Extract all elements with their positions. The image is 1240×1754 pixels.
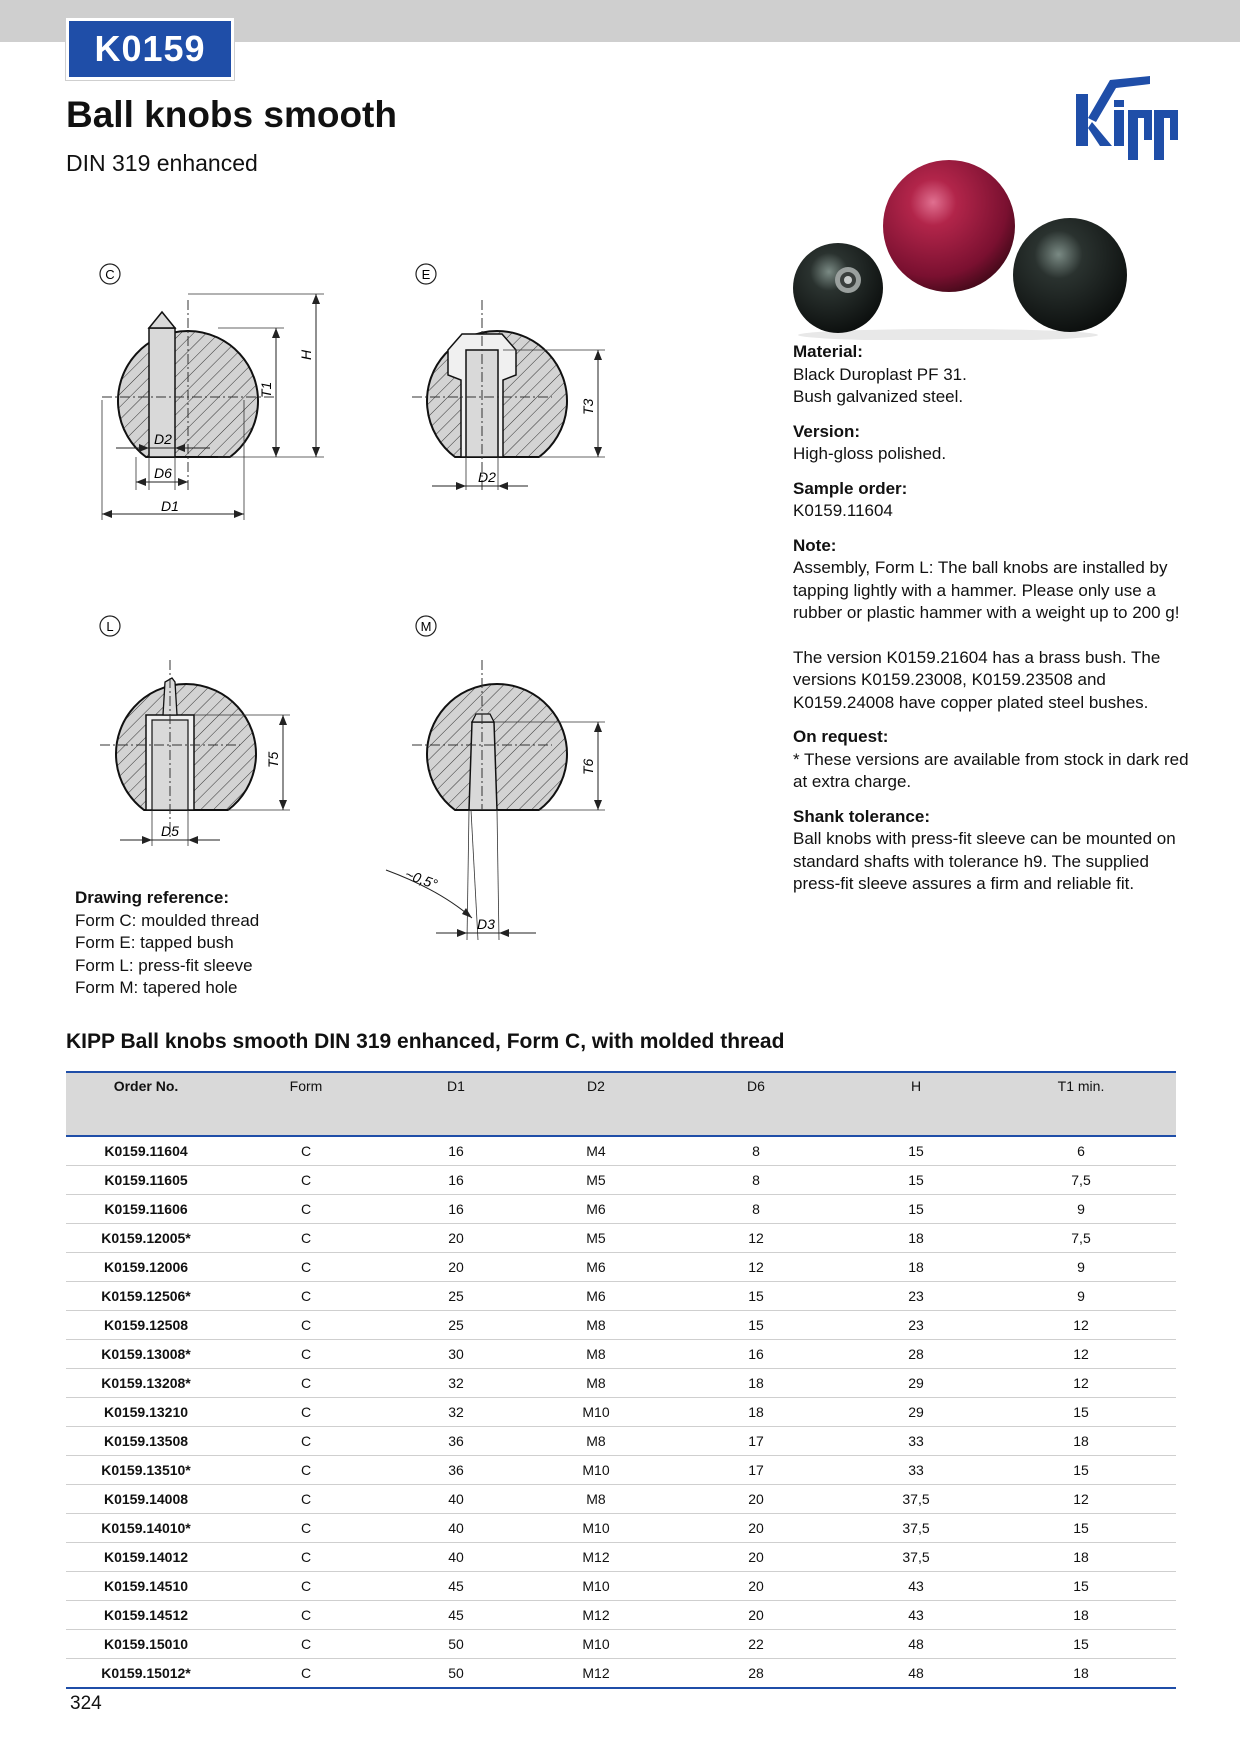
cell-order-no: K0159.13210 — [66, 1398, 226, 1427]
cell-d6: 22 — [666, 1630, 846, 1659]
cell-d2: M10 — [526, 1630, 666, 1659]
cell-form: C — [226, 1369, 386, 1398]
cell-d1: 30 — [386, 1340, 526, 1369]
page-title: Ball knobs smooth — [66, 94, 397, 135]
technical-drawings — [60, 250, 620, 960]
shank-tolerance-block — [793, 806, 1193, 896]
cell-d6: 15 — [666, 1311, 846, 1340]
cell-d6: 16 — [666, 1340, 846, 1369]
cell-d2: M8 — [526, 1427, 666, 1456]
cell-form: C — [226, 1427, 386, 1456]
cell-t1-min: 12 — [986, 1340, 1176, 1369]
product-photo — [788, 160, 1138, 340]
cell-d6: 28 — [666, 1659, 846, 1689]
form-m-angle-label: ~0,5° — [402, 865, 440, 893]
cell-form: C — [226, 1485, 386, 1514]
cell-t1-min: 9 — [986, 1282, 1176, 1311]
cell-order-no: K0159.13008* — [66, 1340, 226, 1369]
table-row — [66, 1166, 1176, 1195]
table-row — [66, 1282, 1176, 1311]
cell-d2: M8 — [526, 1485, 666, 1514]
cell-form: C — [226, 1311, 386, 1340]
cell-d2: M10 — [526, 1514, 666, 1543]
cell-t1-min: 9 — [986, 1195, 1176, 1224]
dimensions-table — [66, 1071, 1176, 1689]
cell-d2: M8 — [526, 1311, 666, 1340]
cell-h: 15 — [846, 1195, 986, 1224]
table-row — [66, 1485, 1176, 1514]
cell-order-no: K0159.11605 — [66, 1166, 226, 1195]
on-request-text: * These versions are available from stock in dark red at extra charge. — [793, 749, 1189, 791]
cell-d6: 20 — [666, 1601, 846, 1630]
on-request-block — [793, 726, 1193, 794]
cell-d2: M12 — [526, 1543, 666, 1572]
version-block — [793, 421, 1193, 466]
cell-d1: 25 — [386, 1282, 526, 1311]
cell-h: 37,5 — [846, 1485, 986, 1514]
material-heading: Material: — [793, 342, 863, 361]
cell-form: C — [226, 1340, 386, 1369]
cell-d2: M8 — [526, 1369, 666, 1398]
cell-h: 33 — [846, 1427, 986, 1456]
cell-form: C — [226, 1398, 386, 1427]
cell-order-no: K0159.13508 — [66, 1427, 226, 1456]
cell-d1: 32 — [386, 1398, 526, 1427]
product-code-badge: K0159 — [66, 18, 234, 80]
sample-order-heading: Sample order: — [793, 478, 908, 498]
cell-t1-min: 15 — [986, 1456, 1176, 1485]
cell-form: C — [226, 1601, 386, 1630]
cell-h: 23 — [846, 1282, 986, 1311]
column-header-form: Form — [289, 1078, 323, 1094]
cell-form: C — [226, 1224, 386, 1253]
table-row — [66, 1543, 1176, 1572]
cell-h: 43 — [846, 1601, 986, 1630]
form-c-d6-label: D6 — [154, 465, 172, 481]
form-e-badge: E — [421, 267, 431, 282]
cell-d6: 8 — [666, 1136, 846, 1166]
cell-d1: 25 — [386, 1311, 526, 1340]
cell-order-no: K0159.13208* — [66, 1369, 226, 1398]
form-m-badge: M — [420, 619, 432, 634]
drawing-reference-line: Form E: tapped bush — [75, 933, 234, 952]
cell-d2: M5 — [526, 1224, 666, 1253]
cell-form: C — [226, 1630, 386, 1659]
cell-h: 18 — [846, 1224, 986, 1253]
cell-form: C — [226, 1572, 386, 1601]
cell-form: C — [226, 1543, 386, 1572]
cell-d2: M6 — [526, 1195, 666, 1224]
cell-d1: 16 — [386, 1136, 526, 1166]
cell-t1-min: 12 — [986, 1311, 1176, 1340]
cell-order-no: K0159.14012 — [66, 1543, 226, 1572]
drawing-form-e — [412, 264, 605, 490]
cell-d2: M12 — [526, 1601, 666, 1630]
cell-h: 33 — [846, 1456, 986, 1485]
cell-form: C — [226, 1166, 386, 1195]
form-l-badge: L — [106, 619, 114, 634]
form-m-d3-label: D3 — [477, 916, 495, 932]
cell-h: 48 — [846, 1630, 986, 1659]
cell-h: 15 — [846, 1166, 986, 1195]
on-request-heading: On request: — [793, 727, 889, 746]
cell-d1: 36 — [386, 1427, 526, 1456]
cell-d2: M8 — [526, 1340, 666, 1369]
cell-h: 23 — [846, 1311, 986, 1340]
cell-t1-min: 18 — [986, 1427, 1176, 1456]
cell-t1-min: 18 — [986, 1601, 1176, 1630]
cell-t1-min: 12 — [986, 1485, 1176, 1514]
form-e-t3-label: T3 — [580, 398, 596, 415]
cell-d1: 20 — [386, 1224, 526, 1253]
material-line: Black Duroplast PF 31. — [793, 364, 967, 384]
cell-t1-min: 18 — [986, 1659, 1176, 1689]
cell-d1: 32 — [386, 1369, 526, 1398]
form-c-t1-label: T1 — [258, 381, 274, 398]
form-e-d2-label: D2 — [478, 469, 496, 485]
cell-order-no: K0159.12006 — [66, 1253, 226, 1282]
cell-t1-min: 15 — [986, 1630, 1176, 1659]
note-paragraph: Assembly, Form L: The ball knobs are installed by tapping lightly with a hammer. Please only use a rubber or plastic hammer with a weight up to 200 g! — [793, 558, 1180, 622]
cell-d2: M12 — [526, 1659, 666, 1689]
table-row — [66, 1253, 1176, 1282]
cell-t1-min: 15 — [986, 1572, 1176, 1601]
form-c-badge: C — [105, 267, 115, 282]
cell-d1: 45 — [386, 1572, 526, 1601]
cell-h: 15 — [846, 1136, 986, 1166]
sample-order-value: K0159.11604 — [793, 501, 893, 520]
product-info — [793, 341, 1193, 908]
table-row — [66, 1572, 1176, 1601]
table-row — [66, 1369, 1176, 1398]
cell-order-no: K0159.14512 — [66, 1601, 226, 1630]
cell-h: 29 — [846, 1398, 986, 1427]
cell-d6: 8 — [666, 1195, 846, 1224]
column-header-d2: D2 — [587, 1078, 605, 1094]
drawing-reference-heading: Drawing reference: — [75, 888, 229, 907]
cell-d2: M10 — [526, 1572, 666, 1601]
table-row — [66, 1630, 1176, 1659]
cell-t1-min: 15 — [986, 1514, 1176, 1543]
table-title: KIPP Ball knobs smooth DIN 319 enhanced, Form C, with molded thread — [66, 1030, 785, 1053]
column-header-h: H — [910, 1078, 922, 1094]
cell-order-no: K0159.12506* — [66, 1282, 226, 1311]
material-block — [793, 341, 1193, 409]
cell-d6: 12 — [666, 1224, 846, 1253]
drawing-form-m — [386, 616, 605, 940]
cell-t1-min: 9 — [986, 1253, 1176, 1282]
cell-form: C — [226, 1514, 386, 1543]
cell-t1-min: 6 — [986, 1136, 1176, 1166]
cell-d2: M10 — [526, 1456, 666, 1485]
cell-d1: 16 — [386, 1195, 526, 1224]
cell-form: C — [226, 1456, 386, 1485]
table-row — [66, 1427, 1176, 1456]
cell-form: C — [226, 1659, 386, 1689]
cell-d2: M6 — [526, 1282, 666, 1311]
cell-t1-min: 7,5 — [986, 1166, 1176, 1195]
table-body — [66, 1136, 1176, 1688]
table-row — [66, 1659, 1176, 1689]
note-heading: Note: — [793, 535, 837, 555]
cell-d6: 20 — [666, 1572, 846, 1601]
cell-d1: 40 — [386, 1543, 526, 1572]
material-line: Bush galvanized steel. — [793, 387, 964, 406]
form-m-t6-label: T6 — [580, 758, 596, 775]
cell-t1-min: 12 — [986, 1369, 1176, 1398]
cell-d6: 15 — [666, 1282, 846, 1311]
drawing-form-c — [100, 264, 324, 520]
cell-t1-min: 7,5 — [986, 1224, 1176, 1253]
shank-tolerance-text: Ball knobs with press-fit sleeve can be mounted on standard shafts with tolerance h9. The supplied press-fit sleeve assures a firm and reliable fit. — [793, 829, 1176, 893]
cell-d1: 45 — [386, 1601, 526, 1630]
cell-order-no: K0159.13510* — [66, 1456, 226, 1485]
cell-order-no: K0159.14008 — [66, 1485, 226, 1514]
table-row — [66, 1514, 1176, 1543]
table-row — [66, 1136, 1176, 1166]
note-paragraph: The version K0159.21604 has a brass bush. The versions K0159.23008, K0159.23508 and K0159.24008 have copper plated steel bushes. — [793, 647, 1161, 712]
form-c-d1-label: D1 — [161, 498, 179, 514]
cell-h: 37,5 — [846, 1514, 986, 1543]
cell-order-no: K0159.15010 — [66, 1630, 226, 1659]
shank-tolerance-heading: Shank tolerance: — [793, 806, 930, 826]
table-row — [66, 1195, 1176, 1224]
cell-d6: 18 — [666, 1369, 846, 1398]
table-row — [66, 1340, 1176, 1369]
cell-h: 29 — [846, 1369, 986, 1398]
kipp-logo — [1070, 74, 1190, 164]
cell-d6: 18 — [666, 1398, 846, 1427]
cell-d6: 12 — [666, 1253, 846, 1282]
cell-order-no: K0159.14010* — [66, 1514, 226, 1543]
cell-order-no: K0159.11604 — [66, 1136, 226, 1166]
cell-d1: 20 — [386, 1253, 526, 1282]
cell-order-no: K0159.12005* — [66, 1224, 226, 1253]
table-row — [66, 1311, 1176, 1340]
drawing-form-l — [100, 616, 290, 846]
cell-form: C — [226, 1195, 386, 1224]
table-row — [66, 1224, 1176, 1253]
cell-d6: 20 — [666, 1514, 846, 1543]
cell-h: 43 — [846, 1572, 986, 1601]
cell-order-no: K0159.15012* — [66, 1659, 226, 1689]
column-header-d1: D1 — [447, 1078, 465, 1094]
cell-d2: M10 — [526, 1398, 666, 1427]
table-row — [66, 1456, 1176, 1485]
drawing-reference-line: Form M: tapered hole — [75, 978, 238, 997]
cell-d2: M5 — [526, 1166, 666, 1195]
cell-h: 37,5 — [846, 1543, 986, 1572]
drawing-reference-line: Form C: moulded thread — [75, 910, 260, 930]
note-block — [793, 535, 1193, 715]
table-row — [66, 1398, 1176, 1427]
drawing-reference-line: Form L: press-fit sleeve — [75, 955, 253, 975]
cell-d1: 16 — [386, 1166, 526, 1195]
column-header-d6: D6 — [747, 1078, 765, 1094]
column-header-t1-min: T1 min. — [1057, 1078, 1105, 1094]
form-c-h-label: H — [298, 349, 314, 360]
cell-d6: 17 — [666, 1427, 846, 1456]
cell-order-no: K0159.14510 — [66, 1572, 226, 1601]
table-header-row — [66, 1072, 1176, 1136]
cell-h: 28 — [846, 1340, 986, 1369]
cell-t1-min: 18 — [986, 1543, 1176, 1572]
cell-d1: 40 — [386, 1514, 526, 1543]
cell-order-no: K0159.12508 — [66, 1311, 226, 1340]
drawing-reference — [75, 887, 259, 1000]
cell-d2: M4 — [526, 1136, 666, 1166]
cell-h: 48 — [846, 1659, 986, 1689]
cell-d1: 50 — [386, 1630, 526, 1659]
cell-form: C — [226, 1136, 386, 1166]
form-c-d2-label: D2 — [154, 431, 172, 447]
sample-order-block — [793, 478, 1193, 523]
cell-d6: 20 — [666, 1485, 846, 1514]
cell-d6: 17 — [666, 1456, 846, 1485]
column-header-order-no: Order No. — [113, 1078, 179, 1094]
cell-d1: 50 — [386, 1659, 526, 1689]
cell-form: C — [226, 1282, 386, 1311]
cell-order-no: K0159.11606 — [66, 1195, 226, 1224]
cell-d1: 36 — [386, 1456, 526, 1485]
cell-h: 18 — [846, 1253, 986, 1282]
cell-d6: 8 — [666, 1166, 846, 1195]
cell-form: C — [226, 1253, 386, 1282]
cell-t1-min: 15 — [986, 1398, 1176, 1427]
page-subtitle: DIN 319 enhanced — [66, 150, 258, 176]
version-heading: Version: — [793, 421, 861, 441]
form-l-t5-label: T5 — [265, 751, 281, 768]
cell-d1: 40 — [386, 1485, 526, 1514]
page-number: 324 — [70, 1693, 102, 1714]
form-l-d5-label: D5 — [161, 823, 179, 839]
cell-d6: 20 — [666, 1543, 846, 1572]
version-line: High-gloss polished. — [793, 444, 947, 463]
table-row — [66, 1601, 1176, 1630]
cell-d2: M6 — [526, 1253, 666, 1282]
